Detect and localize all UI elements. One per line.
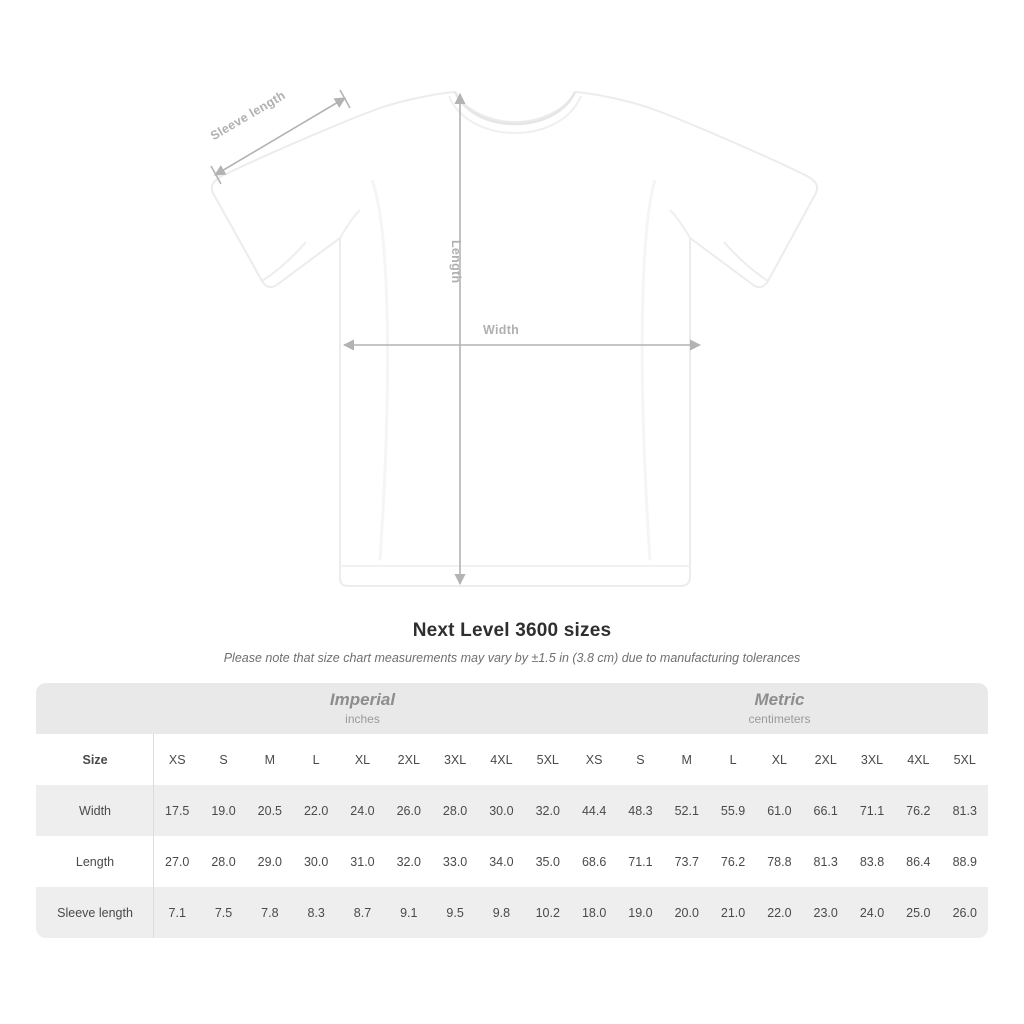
cell-width-imperial-4xl: 30.0: [478, 785, 524, 836]
size-table-wrapper: [36, 683, 988, 938]
cell-sleeve-imperial-xl: 8.7: [339, 887, 385, 938]
cell-length-imperial-3xl: 33.0: [432, 836, 478, 887]
cell-width-metric-3xl: 71.1: [849, 785, 895, 836]
cell-sleeve-metric-5xl: 26.0: [941, 887, 988, 938]
cell-length-metric-xs: 68.6: [571, 836, 617, 887]
cell-length-metric-l: 76.2: [710, 836, 756, 887]
page-title: Next Level 3600 sizes: [412, 620, 612, 641]
cell-width-imperial-m: 20.5: [247, 785, 293, 836]
cell-sleeve-metric-s: 19.0: [617, 887, 663, 938]
header-size-metric-2xl: 2XL: [803, 734, 849, 785]
unit-name-imperial: Imperial: [329, 689, 396, 709]
cell-sleeve-metric-3xl: 24.0: [849, 887, 895, 938]
header-size-imperial-m: M: [247, 734, 293, 785]
unit-name-metric: Metric: [754, 689, 805, 709]
cell-width-metric-l: 55.9: [710, 785, 756, 836]
cell-sleeve-imperial-xs: 7.1: [154, 887, 200, 938]
cell-width-metric-xl: 61.0: [756, 785, 802, 836]
header-size-label: Size: [36, 734, 154, 785]
cell-width-metric-s: 48.3: [617, 785, 663, 836]
cell-width-metric-m: 52.1: [664, 785, 710, 836]
cell-length-imperial-4xl: 34.0: [478, 836, 524, 887]
unit-header-row: [36, 683, 988, 734]
sleeve-length-label: Sleeve length: [208, 88, 288, 144]
row-label-width: Width: [36, 785, 154, 836]
size-table: [36, 683, 988, 938]
cell-width-metric-xs: 44.4: [571, 785, 617, 836]
page-subtitle: Please note that size chart measurements may vary by ±1.5 in (3.8 cm) due to manufacturing tolerances: [223, 651, 801, 665]
header-size-imperial-s: S: [200, 734, 246, 785]
header-size-imperial-4xl: 4XL: [478, 734, 524, 785]
header-size-metric-l: L: [710, 734, 756, 785]
cell-width-imperial-l: 22.0: [293, 785, 339, 836]
header-size-imperial-5xl: 5XL: [525, 734, 571, 785]
cell-width-imperial-xs: 17.5: [154, 785, 200, 836]
header-size-metric-3xl: 3XL: [849, 734, 895, 785]
cell-length-imperial-2xl: 32.0: [386, 836, 432, 887]
cell-width-imperial-3xl: 28.0: [432, 785, 478, 836]
cell-length-metric-xl: 78.8: [756, 836, 802, 887]
cell-length-imperial-xs: 27.0: [154, 836, 200, 887]
cell-width-imperial-5xl: 32.0: [525, 785, 571, 836]
cell-sleeve-metric-l: 21.0: [710, 887, 756, 938]
cell-sleeve-imperial-3xl: 9.5: [432, 887, 478, 938]
cell-sleeve-metric-2xl: 23.0: [803, 887, 849, 938]
header-size-imperial-3xl: 3XL: [432, 734, 478, 785]
cell-width-imperial-xl: 24.0: [339, 785, 385, 836]
cell-sleeve-metric-xs: 18.0: [571, 887, 617, 938]
unit-group-metric: [571, 683, 988, 734]
unit-spacer-cell: [36, 683, 154, 734]
unit-sub-metric: centimeters: [748, 711, 811, 726]
cell-width-metric-4xl: 76.2: [895, 785, 941, 836]
cell-length-metric-2xl: 81.3: [803, 836, 849, 887]
header-size-imperial-2xl: 2XL: [386, 734, 432, 785]
unit-group-imperial: [154, 683, 571, 734]
cell-length-metric-s: 71.1: [617, 836, 663, 887]
header-size-metric-4xl: 4XL: [895, 734, 941, 785]
header-size-metric-5xl: 5XL: [941, 734, 988, 785]
cell-length-metric-5xl: 88.9: [941, 836, 988, 887]
header-size-metric-xs: XS: [571, 734, 617, 785]
cell-sleeve-metric-4xl: 25.0: [895, 887, 941, 938]
header-size-metric-xl: XL: [756, 734, 802, 785]
cell-sleeve-imperial-2xl: 9.1: [386, 887, 432, 938]
cell-length-imperial-xl: 31.0: [339, 836, 385, 887]
unit-sub-imperial: inches: [345, 711, 380, 726]
cell-length-imperial-s: 28.0: [200, 836, 246, 887]
cell-sleeve-metric-xl: 22.0: [756, 887, 802, 938]
cell-sleeve-imperial-m: 7.8: [247, 887, 293, 938]
row-label-length: Length: [36, 836, 154, 887]
cell-length-imperial-5xl: 35.0: [525, 836, 571, 887]
width-label: Width: [477, 323, 525, 337]
length-label: Length: [449, 240, 463, 284]
cell-length-metric-m: 73.7: [664, 836, 710, 887]
cell-sleeve-imperial-4xl: 9.8: [478, 887, 524, 938]
cell-sleeve-imperial-5xl: 10.2: [525, 887, 571, 938]
cell-width-imperial-s: 19.0: [200, 785, 246, 836]
cell-length-imperial-m: 29.0: [247, 836, 293, 887]
header-size-metric-s: S: [617, 734, 663, 785]
cell-width-metric-2xl: 66.1: [803, 785, 849, 836]
size-header-row: [36, 734, 988, 785]
cell-width-metric-5xl: 81.3: [941, 785, 988, 836]
cell-length-imperial-l: 30.0: [293, 836, 339, 887]
cell-length-metric-4xl: 86.4: [895, 836, 941, 887]
table-row-width: [36, 785, 988, 836]
cell-width-imperial-2xl: 26.0: [386, 785, 432, 836]
row-label-sleeve-length: Sleeve length: [36, 887, 154, 938]
header-size-metric-m: M: [664, 734, 710, 785]
cell-sleeve-imperial-l: 8.3: [293, 887, 339, 938]
header-size-imperial-xl: XL: [339, 734, 385, 785]
cell-length-metric-3xl: 83.8: [849, 836, 895, 887]
tshirt-shape: [212, 92, 817, 586]
table-row-sleeve-length: [36, 887, 988, 938]
table-row-length: [36, 836, 988, 887]
header-size-imperial-xs: XS: [154, 734, 200, 785]
header-size-imperial-l: L: [293, 734, 339, 785]
cell-sleeve-imperial-s: 7.5: [200, 887, 246, 938]
cell-sleeve-metric-m: 20.0: [664, 887, 710, 938]
